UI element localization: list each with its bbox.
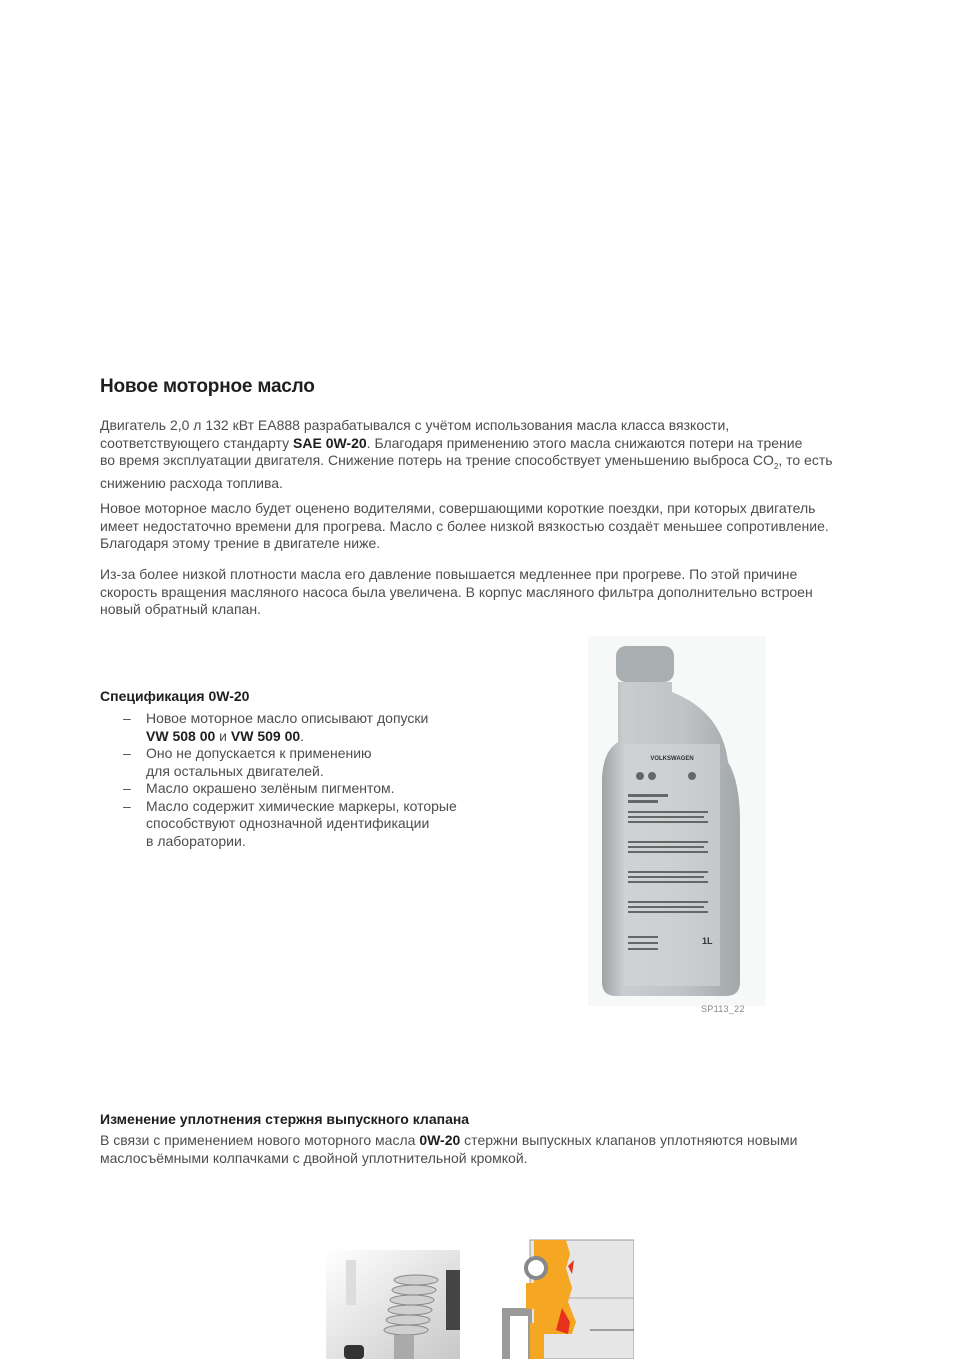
text-segment: , то есть (778, 452, 833, 468)
text-segment: Масло содержит химические маркеры, которые способствуют однозначной идентификации в лаборатории. (146, 797, 457, 849)
text-line (100, 584, 813, 602)
paragraph (100, 500, 829, 553)
valve-spring-image (326, 1250, 460, 1359)
text-segment: соответствующего стандарту (100, 434, 294, 451)
text-segment: скорость вращения масляного насоса была увеличена. В корпус масляного фильтра дополнительно встроен (100, 583, 813, 600)
dash-bullet: – (123, 780, 131, 796)
text-segment: Новое моторное масло будет оценено водителями, совершающими короткие поездки, при которых двигатель (100, 500, 816, 516)
text-line (100, 435, 833, 453)
bold-term: VW 508 00 (146, 727, 216, 744)
text-line (100, 452, 833, 475)
text-segment: и (215, 727, 231, 744)
text-segment: маслосъёмными колпачками с двойной уплотнительной кромкой. (100, 1149, 528, 1166)
spec-item (100, 798, 457, 851)
spec-item (100, 710, 457, 745)
text-segment: снижению расхода топлива. (100, 475, 283, 492)
spec-list (100, 710, 457, 850)
text-line (100, 518, 829, 536)
spec-item (100, 745, 457, 780)
text-segment: во время эксплуатации двигателя. Снижение потерь на трение способствует уменьшению выброса CO (100, 452, 774, 468)
paragraph (100, 417, 833, 493)
bold-term: 0W-20 (419, 1132, 461, 1148)
text-segment: В связи с применением нового моторного масла (100, 1132, 420, 1148)
text-segment: Благодаря этому трение в двигателе ниже. (100, 535, 381, 551)
dash-bullet: – (123, 710, 131, 726)
paragraph (100, 566, 813, 619)
text-segment: Масло окрашено зелёным пигментом. (146, 780, 395, 796)
spec-item (100, 780, 457, 798)
text-line (100, 1150, 798, 1168)
figure-caption: SP113_22 (701, 1004, 745, 1014)
text-segment: . (300, 727, 305, 744)
dash-bullet: – (123, 745, 131, 761)
text-segment: Оно не допускается к применению для остальных двигателей. (146, 745, 372, 779)
text-segment: Новое моторное масло описывают допуски (146, 710, 429, 726)
spec-title: Спецификация 0W-20 (100, 688, 250, 704)
bold-term: VW 509 00 (230, 727, 301, 744)
bottle-volume: 1L (702, 936, 713, 946)
oil-bottle-image (588, 636, 766, 1006)
text-line (100, 417, 833, 435)
section2-title: Изменение уплотнения стержня выпускного клапана (100, 1111, 470, 1127)
text-line (100, 500, 829, 518)
valve-seal-diagram (500, 1238, 634, 1359)
bold-term: SAE 0W-20 (293, 434, 367, 451)
text-segment: Из-за более низкой плотности масла его давление повышается медленнее при прогреве. По этой причине (100, 566, 798, 582)
text-segment: Двигатель 2,0 л 132 кВт EA888 разрабатывался с учётом использования масла класса вязкости, (100, 417, 730, 433)
section-title: Новое моторное масло (100, 376, 315, 397)
text-line (100, 601, 813, 619)
text-line (100, 535, 829, 553)
section2-body (100, 1132, 798, 1167)
text-segment: новый обратный клапан. (100, 601, 261, 617)
text-line (100, 566, 813, 584)
subscript: 2 (773, 461, 779, 471)
text-segment: . Благодаря применению этого масла снижаются потери на трение (366, 434, 803, 451)
text-line (100, 475, 833, 493)
text-segment: стержни выпускных клапанов уплотняются новыми (460, 1132, 798, 1148)
dash-bullet: – (123, 797, 131, 814)
bottle-brand: VOLKSWAGEN (650, 756, 694, 762)
text-segment: имеет недостаточно времени для прогрева. Масло с более низкой вязкостью создаёт меньшее сопротивление. (100, 517, 829, 534)
text-line (100, 1132, 798, 1150)
